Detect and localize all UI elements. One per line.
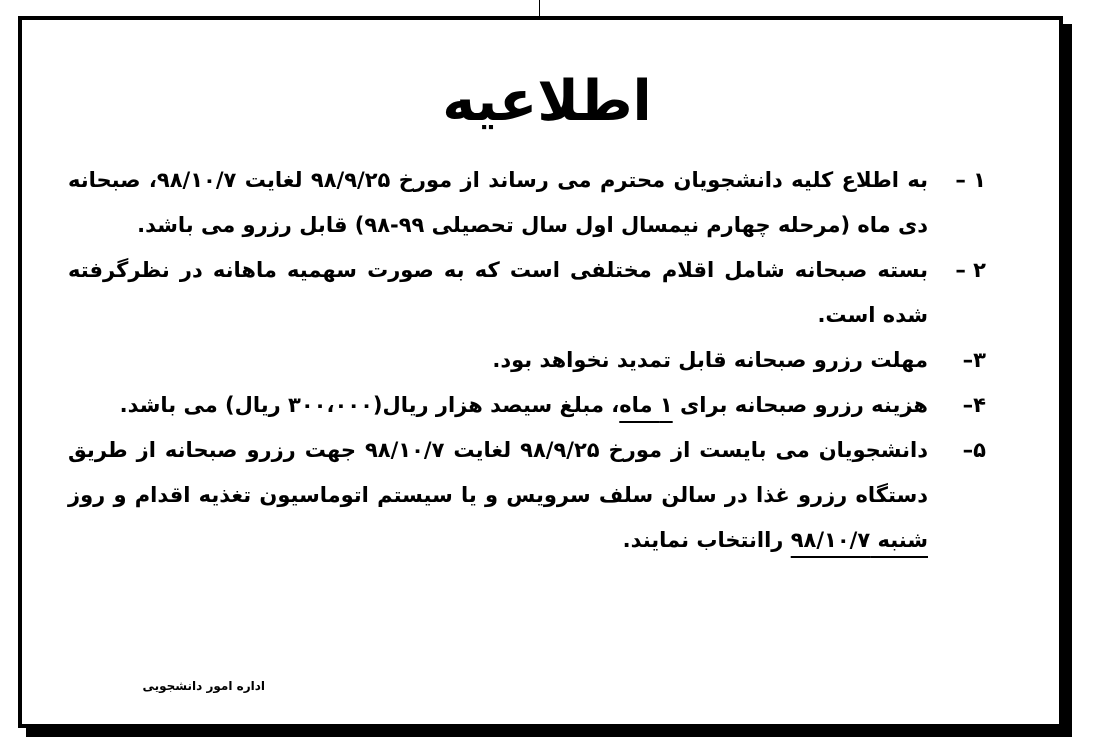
item-text-part: راانتخاب نمایند.	[622, 528, 784, 552]
notice-title: اطلاعیه	[442, 69, 652, 134]
item-text-part: هزینه رزرو صبحانه برای	[680, 393, 928, 417]
item-number: ۴–	[962, 393, 986, 417]
item-text: بسته صبحانه شامل اقلام مختلفی است که به صورت سهمیه ماهانه در نظرگرفته شده است.	[68, 258, 928, 327]
item-number: ۲ –	[955, 258, 986, 282]
item-number: ۳–	[962, 348, 986, 372]
notice-item-2	[68, 248, 986, 338]
underlined-duration: ۱ ماه	[619, 393, 673, 417]
item-text	[68, 428, 928, 563]
notice-body	[68, 158, 986, 563]
item-text	[68, 383, 928, 428]
notice-item-5	[68, 428, 986, 563]
item-number: ۵–	[962, 438, 986, 462]
item-number: ۱ –	[955, 168, 986, 192]
item-text-part: دانشجویان می بایست از مورخ ۹۸/۹/۲۵ لغایت ۹۸/۱۰/۷ جهت رزرو صبحانه از طریق دستگاه رزرو غذا در سالن سلف سرویس و یا سیستم اتوماسیون تغذیه اقدام و روز	[68, 438, 928, 507]
item-text-part: ، مبلغ سیصد هزار ریال(۳۰۰،۰۰۰ ریال) می باشد.	[119, 393, 620, 417]
item-text: مهلت رزرو صبحانه قابل تمدید نخواهد بود.	[492, 348, 928, 372]
item-text: به اطلاع کلیه دانشجویان محترم می رساند از مورخ ۹۸/۹/۲۵ لغایت ۹۸/۱۰/۷، صبحانه دی ماه (مرحله چهارم نیمسال اول سال تحصیلی ۹۹-۹۸) قابل رزرو می باشد.	[68, 168, 928, 237]
notice-item-3	[68, 338, 986, 383]
notice-item-1	[68, 158, 986, 248]
underlined-date: شنبه ۹۸/۱۰/۷	[790, 528, 928, 552]
frame-shadow-bottom	[26, 728, 1072, 737]
notice-item-4	[68, 383, 986, 428]
signature: اداره امور دانشجویی	[142, 679, 265, 693]
